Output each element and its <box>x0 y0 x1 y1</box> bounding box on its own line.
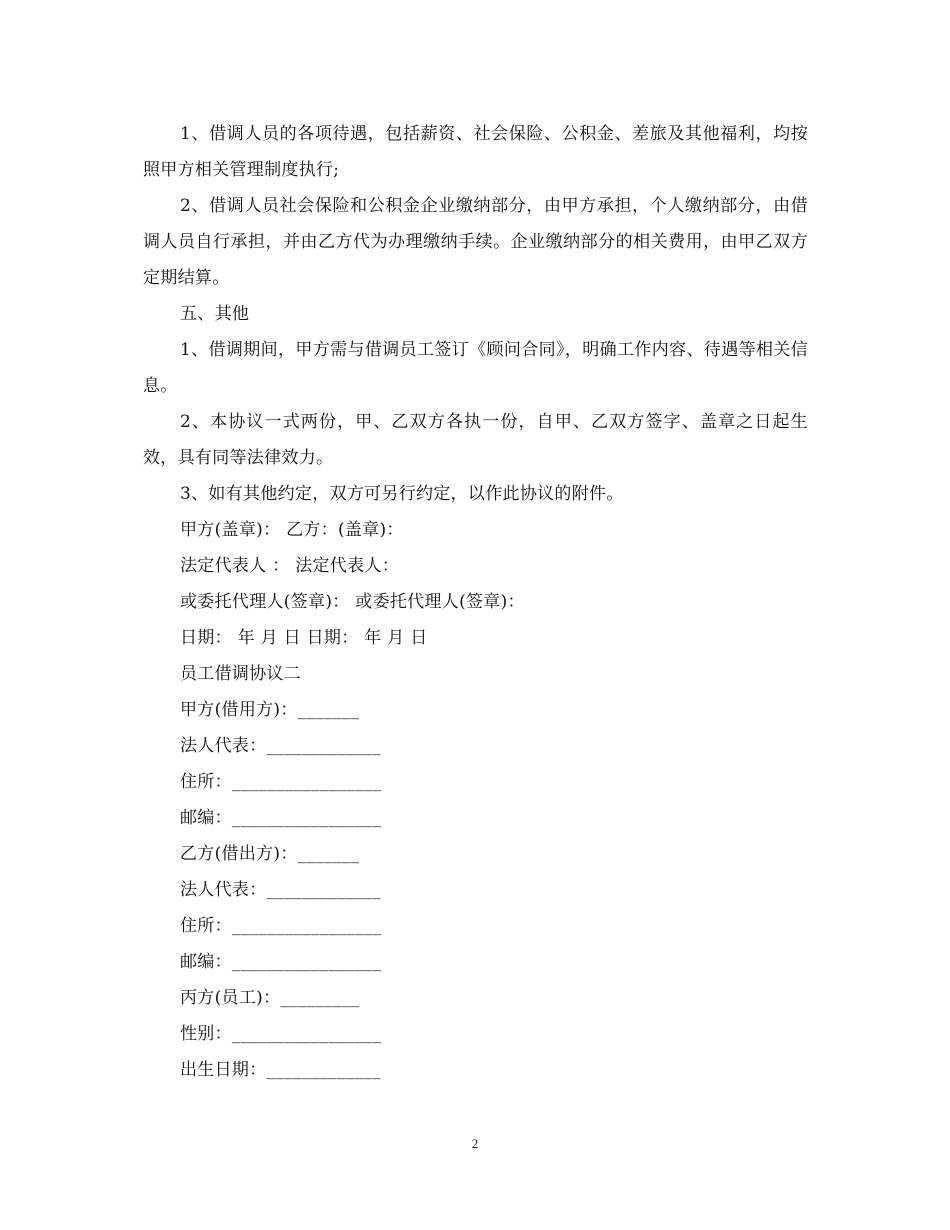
field-party-b-postcode: 邮编：_________________ <box>180 952 382 972</box>
document-body <box>143 116 808 1088</box>
field-gender: 性别：_________________ <box>180 1024 382 1044</box>
signature-line-agent: 或委托代理人(签章)： 或委托代理人(签章)： <box>180 592 525 612</box>
paragraph-benefits: 1、借调人员的各项待遇，包括薪资、社会保险、公积金、差旅及其他福利，均按照甲方相关管理制度执行; <box>143 124 808 180</box>
field-party-b-address: 住所：_________________ <box>180 916 382 936</box>
page-number: 2 <box>471 1136 479 1151</box>
field-party-a-borrower: 甲方(借用方)：_______ <box>180 700 360 720</box>
field-party-a-postcode: 邮编：_________________ <box>180 808 382 828</box>
section-heading-other: 五、其他 <box>180 304 250 324</box>
signature-line-date: 日期： 年 月 日 日期： 年 月 日 <box>180 628 428 648</box>
field-party-b-legal-rep: 法人代表：_____________ <box>180 880 381 900</box>
paragraph-copies: 2、本协议一式两份，甲、乙双方各执一份，自甲、乙双方签字、盖章之日起生效，具有同等法律效力。 <box>143 412 808 468</box>
paragraph-insurance: 2、借调人员社会保险和公积金企业缴纳部分，由甲方承担，个人缴纳部分，由借调人员自行承担，并由乙方代为办理缴纳手续。企业缴纳部分的相关费用，由甲乙双方定期结算。 <box>143 196 808 288</box>
signature-line-seal: 甲方(盖章)： 乙方：(盖章)： <box>180 520 404 540</box>
field-party-c-employee: 丙方(员工)：_________ <box>180 988 360 1008</box>
field-party-b-lender: 乙方(借出方)：_______ <box>180 844 360 864</box>
field-party-a-legal-rep: 法人代表：_____________ <box>180 736 381 756</box>
paragraph-other-agreements: 3、如有其他约定，双方可另行约定，以作此协议的附件。 <box>180 484 624 504</box>
agreement-two-title: 员工借调协议二 <box>180 664 302 684</box>
paragraph-consultant-contract: 1、借调期间，甲方需与借调员工签订《顾问合同》，明确工作内容、待遇等相关信息。 <box>143 340 808 396</box>
signature-line-representative: 法定代表人 ： 法定代表人： <box>180 556 400 576</box>
field-party-a-address: 住所：_________________ <box>180 772 382 792</box>
field-birth-date: 出生日期：_____________ <box>180 1060 381 1080</box>
